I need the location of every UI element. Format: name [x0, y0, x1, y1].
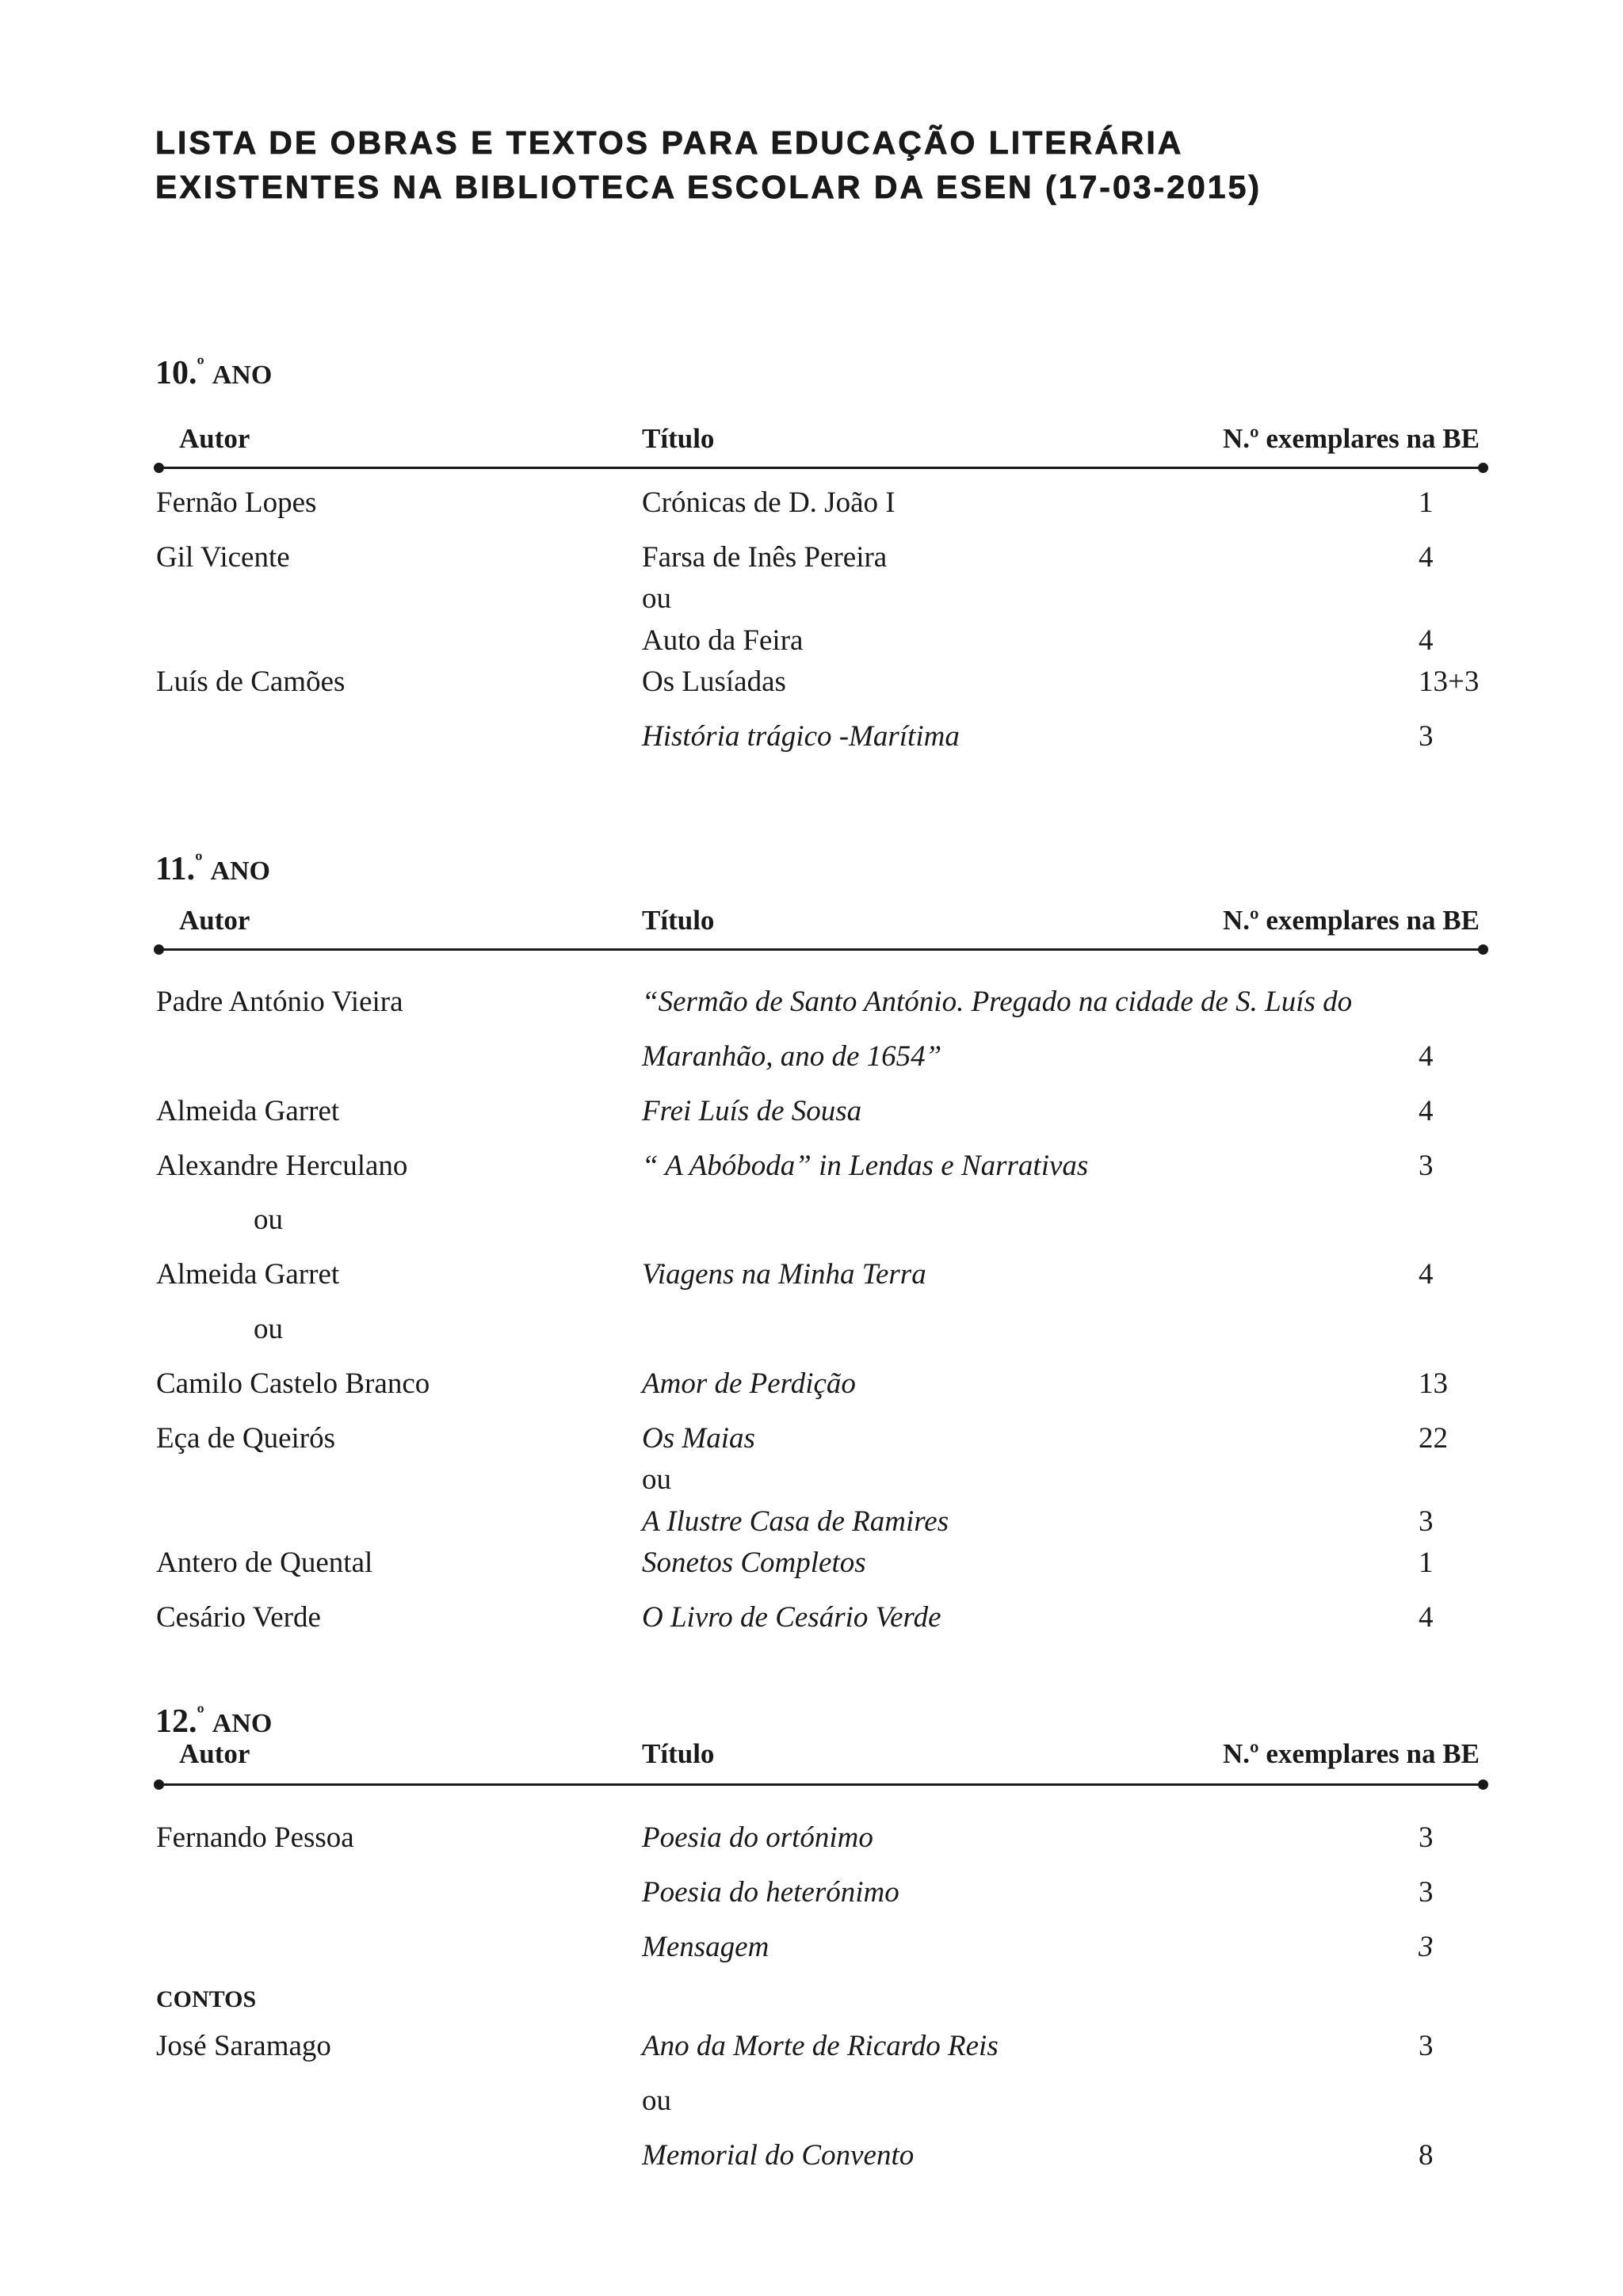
copies-cell: 1 [1419, 1547, 1434, 1579]
title-cell: Amor de Perdição [642, 1367, 856, 1400]
year-number: 10. [155, 355, 197, 391]
column-header-titulo: Título [642, 905, 715, 936]
or-separator: ou [254, 1313, 283, 1345]
author-cell: Almeida Garret [156, 1258, 340, 1291]
column-header-titulo: Título [642, 1738, 715, 1769]
author-cell: José Saramago [156, 2030, 331, 2062]
copies-cell: 3 [1419, 1505, 1434, 1538]
title-cell: Poesia do ortónimo [642, 1821, 873, 1854]
header-rule [158, 948, 1484, 951]
header-rule [158, 1783, 1484, 1786]
copies-cell: 4 [1419, 541, 1434, 574]
or-separator: ou [254, 1203, 283, 1236]
title-cell: História trágico -Marítima [642, 720, 960, 753]
title-cell: Maranhão, ano de 1654” [642, 1040, 942, 1073]
copies-cell: 3 [1419, 1876, 1434, 1909]
column-header-exemplares: N.º exemplares na BE [1223, 423, 1480, 454]
year-number: 11. [155, 851, 196, 887]
copies-cell: 4 [1419, 1095, 1434, 1127]
title-cell: Os Maias [642, 1422, 755, 1455]
title-cell: Sonetos Completos [642, 1547, 866, 1579]
or-separator: ou [642, 582, 671, 615]
year-number: 12. [155, 1703, 197, 1740]
or-separator: ou [642, 1463, 671, 1496]
author-cell: Antero de Quental [156, 1547, 373, 1579]
title-cell: Os Lusíadas [642, 666, 786, 698]
title-cell: “ A Abóboda” in Lendas e Narrativas [642, 1150, 1089, 1182]
title-cell: Memorial do Convento [642, 2139, 915, 2172]
document-title [155, 120, 1262, 209]
title-cell: Frei Luís de Sousa [642, 1095, 862, 1127]
author-cell: Fernão Lopes [156, 486, 317, 519]
column-header-autor: Autor [179, 423, 250, 454]
or-separator: ou [642, 2084, 671, 2117]
title-cell: Mensagem [642, 1931, 769, 1963]
copies-cell: 13+3 [1419, 666, 1480, 698]
column-header-exemplares: N.º exemplares na BE [1223, 905, 1480, 936]
author-cell: Fernando Pessoa [156, 1821, 354, 1854]
column-header-exemplares: N.º exemplares na BE [1223, 1738, 1480, 1769]
year-heading-11 [155, 843, 270, 891]
title-cell: Auto da Feira [642, 624, 804, 657]
copies-cell: 4 [1419, 624, 1434, 657]
title-cell: Farsa de Inês Pereira [642, 541, 888, 574]
header-rule [158, 467, 1484, 469]
copies-cell: 3 [1419, 1821, 1434, 1854]
author-cell: Gil Vicente [156, 541, 290, 574]
copies-cell: 3 [1419, 720, 1434, 753]
year-ordinal: º [195, 849, 203, 874]
year-ano-label: ANO [212, 1709, 273, 1738]
author-cell: Eça de Queirós [156, 1422, 336, 1455]
year-ano-label: ANO [210, 856, 270, 886]
author-cell: Almeida Garret [156, 1095, 340, 1127]
author-cell: Luís de Camões [156, 666, 346, 698]
author-cell: Camilo Castelo Branco [156, 1367, 430, 1400]
title-cell: O Livro de Cesário Verde [642, 1601, 941, 1634]
column-header-titulo: Título [642, 423, 715, 454]
author-cell: Cesário Verde [156, 1601, 321, 1634]
title-line-2: EXISTENTES NA BIBLIOTECA ESCOLAR DA ESEN (17-03-2015) [155, 169, 1262, 205]
copies-cell: 3 [1419, 1931, 1434, 1963]
year-ordinal: º [197, 1702, 204, 1726]
year-heading-10 [155, 347, 272, 395]
title-line-1: LISTA DE OBRAS E TEXTOS PARA EDUCAÇÃO LITERÁRIA [155, 124, 1184, 161]
copies-cell: 4 [1419, 1601, 1434, 1634]
title-cell: Crónicas de D. João I [642, 486, 896, 519]
copies-cell: 22 [1419, 1422, 1448, 1455]
year-ano-label: ANO [212, 360, 273, 390]
title-cell: “Sermão de Santo António. Pregado na cidade de S. Luís do [642, 986, 1353, 1018]
author-cell: Padre António Vieira [156, 986, 403, 1018]
copies-cell: 8 [1419, 2139, 1434, 2172]
copies-cell: 1 [1419, 486, 1434, 519]
title-cell: Ano da Morte de Ricardo Reis [642, 2030, 999, 2062]
copies-cell: 3 [1419, 1150, 1434, 1182]
title-cell: A Ilustre Casa de Ramires [642, 1505, 949, 1538]
copies-cell: 4 [1419, 1258, 1434, 1291]
copies-cell: 13 [1419, 1367, 1448, 1400]
copies-cell: 4 [1419, 1040, 1434, 1073]
year-heading-12 [155, 1695, 272, 1743]
author-cell: Alexandre Herculano [156, 1150, 408, 1182]
section-label-contos: CONTOS [156, 1986, 257, 2012]
column-header-autor: Autor [179, 1738, 250, 1769]
copies-cell: 3 [1419, 2030, 1434, 2062]
year-ordinal: º [197, 353, 204, 378]
title-cell: Viagens na Minha Terra [642, 1258, 926, 1291]
column-header-autor: Autor [179, 905, 250, 936]
title-cell: Poesia do heterónimo [642, 1876, 899, 1909]
